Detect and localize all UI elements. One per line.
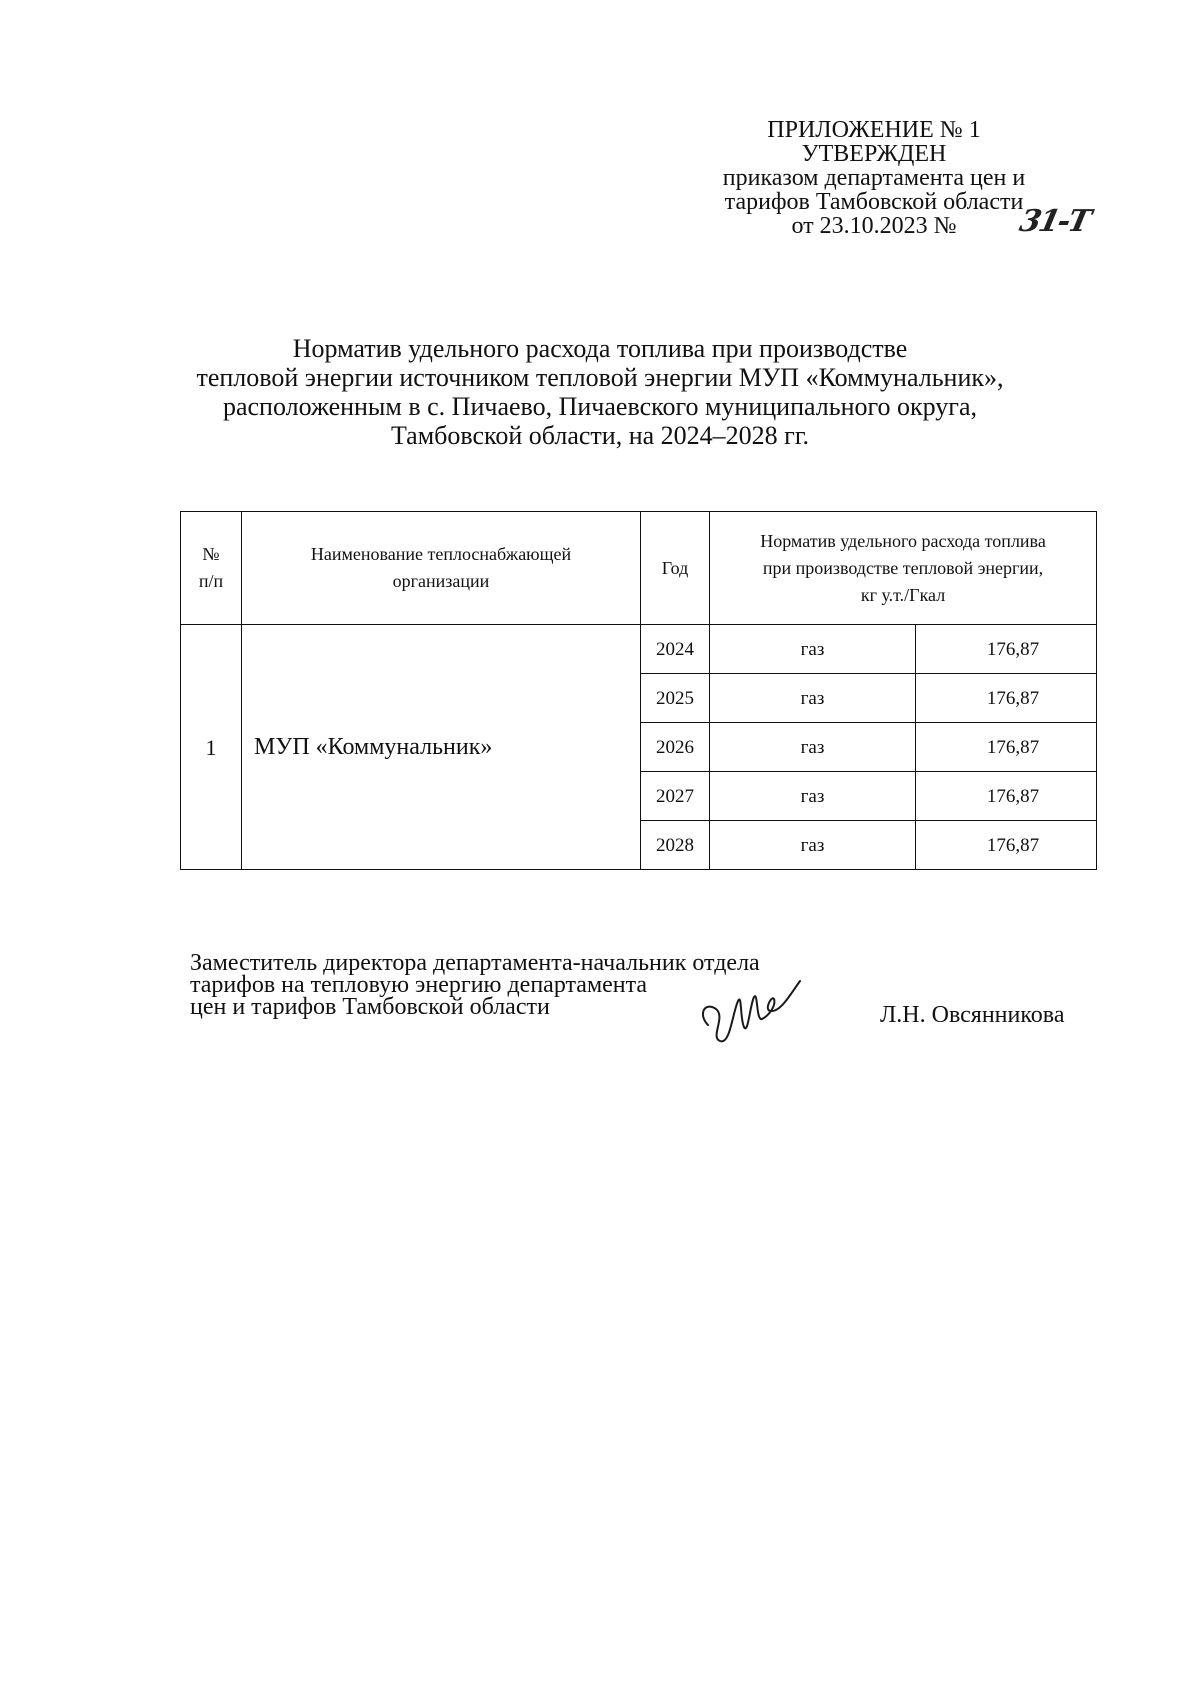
title-line-1: Норматив удельного расхода топлива при производстве (292, 334, 908, 363)
value-cell: 176,87 (916, 625, 1097, 674)
header-number (181, 512, 242, 625)
signer-name: Л.Н. Овсянникова (880, 1002, 1065, 1028)
title-line-2: тепловой энергии источником тепловой энергии МУП «Коммунальник», (196, 363, 1004, 392)
title-line-4: Тамбовской области, на 2024–2028 гг. (390, 421, 810, 450)
value-cell: 176,87 (916, 772, 1097, 821)
fuel-cell: газ (710, 821, 916, 870)
year-cell: 2028 (641, 821, 710, 870)
approved-label: УТВЕРЖДЕН (801, 141, 947, 167)
year-cell: 2025 (641, 674, 710, 723)
appendix-label: ПРИЛОЖЕНИЕ № 1 (767, 117, 981, 143)
header-norm-line-3: кг у.т./Гкал (860, 584, 946, 605)
order-line-2: тарифов Тамбовской области (724, 189, 1024, 215)
row-number: 1 (181, 625, 242, 870)
year-cell: 2026 (641, 723, 710, 772)
header-organization (242, 512, 641, 625)
approval-header (674, 117, 1093, 239)
header-norm (710, 512, 1097, 625)
fuel-cell: газ (710, 772, 916, 821)
table-row (181, 625, 1097, 674)
position-line-1: Заместитель директора департамента-начальник отдела (190, 950, 760, 976)
header-number-line-2: п/п (198, 571, 224, 591)
header-number-line-1: № (202, 544, 220, 564)
handwritten-order-number: 31-Т (1016, 204, 1093, 239)
header-organization-line-2: организации (392, 571, 490, 591)
year-cell: 2024 (641, 625, 710, 674)
value-cell: 176,87 (916, 723, 1097, 772)
fuel-norm-table (180, 511, 1097, 870)
fuel-cell: газ (710, 674, 916, 723)
table-header-row (181, 512, 1097, 625)
fuel-cell: газ (710, 625, 916, 674)
organization-name: МУП «Коммунальник» (242, 625, 641, 870)
header-year: Год (641, 512, 710, 625)
header-norm-line-2: при производстве тепловой энергии, (762, 557, 1044, 578)
value-cell: 176,87 (916, 821, 1097, 870)
fuel-cell: газ (710, 723, 916, 772)
document-title (150, 334, 1050, 450)
order-line-1: приказом департамента цен и (722, 165, 1026, 191)
position-line-2: тарифов на тепловую энергию департамента (190, 972, 648, 998)
year-cell: 2027 (641, 772, 710, 821)
order-date-line (674, 204, 1093, 239)
header-norm-line-1: Норматив удельного расхода топлива (760, 530, 1046, 551)
handwritten-signature (690, 975, 810, 1047)
header-organization-line-1: Наименование теплоснабжающей (310, 544, 572, 564)
order-date: от 23.10.2023 № (791, 213, 957, 239)
value-cell: 176,87 (916, 674, 1097, 723)
title-line-3: расположенным в с. Пичаево, Пичаевского муниципального округа, (222, 392, 978, 421)
position-line-3: цен и тарифов Тамбовской области (190, 994, 550, 1020)
